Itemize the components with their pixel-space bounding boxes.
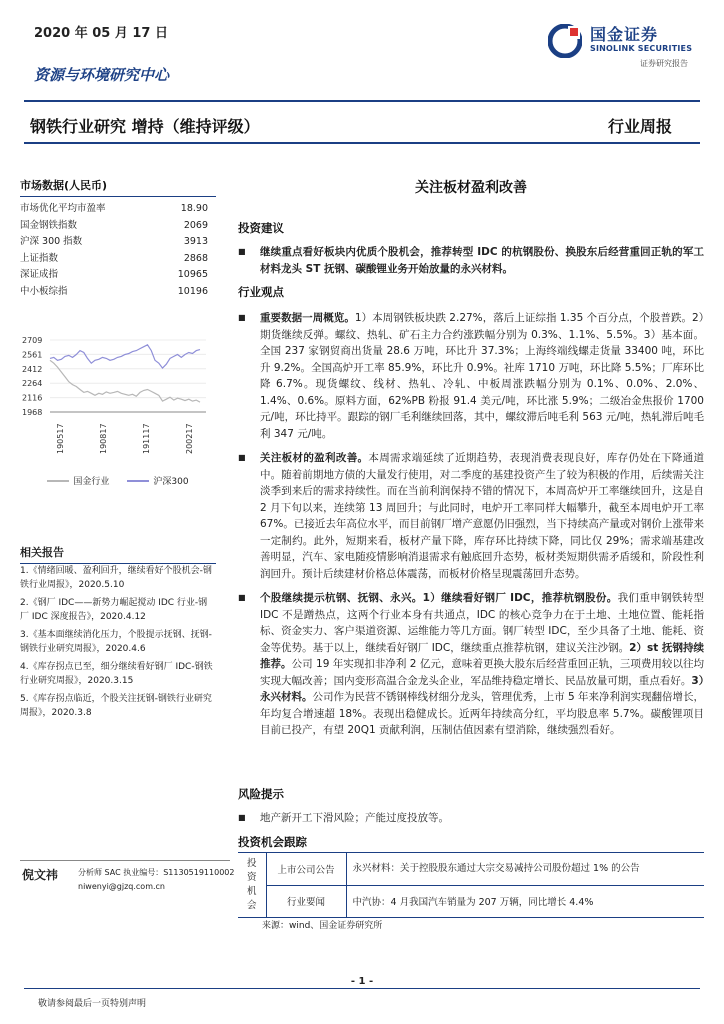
view-paragraph-3-body: 我们重申钢铁转型 IDC 不是蹭热点，这两个行业本身有共通点，IDC 的核心竞争力在于土地、土地位置、能耗指标、资金实力、客户渠道资源、运维能力等几方面。钢厂转型 IDC，至少具备了土地、能耗、资金等优势。基于以上，继续看好钢厂 IDC，继续重点推荐杭钢，建议关注沙钢。	[260, 592, 704, 654]
x-tick-label: 190817	[99, 423, 109, 454]
table-row	[238, 853, 704, 886]
analyst-info	[78, 866, 234, 894]
x-tick-label: 191117	[142, 423, 152, 454]
related-reports-title: 相关报告	[20, 544, 216, 564]
related-report-item[interactable]: 1.《情绪回暖、盈利回升，继续看好个股机会-钢铁行业周报》，2020.5.10	[20, 566, 212, 590]
research-center: 资源与环境研究中心	[34, 66, 170, 84]
industry-view-heading: 行业观点	[238, 285, 284, 299]
footer-divider	[24, 988, 700, 989]
table-category: 行业要闻	[266, 885, 346, 918]
table-cell-text: 中汽协：4 月我国汽车销量为 207 万辆，同比增长 4.4%	[346, 885, 704, 918]
x-tick-label: 190517	[56, 423, 65, 454]
analyst-divider	[20, 860, 230, 861]
related-report-item[interactable]: 3.《基本面继续消化压力，个股提示抚钢、抚钢-钢铁行业研究周报》，2020.4.6	[20, 630, 212, 654]
market-data-row	[20, 201, 216, 218]
market-data-label: 中小板综指	[20, 285, 68, 297]
market-data-panel	[20, 177, 216, 300]
view-paragraph-3-body2: 公司 19 年实现扣非净利 2 亿元，意味着更换大股东后经营重回正轨，三项费用较以往均实现大幅改善；国内变形高温合金龙头企业，军品维持稳定增长、民品放量可期，重点看好。	[260, 658, 705, 687]
footer-disclaimer: 敬请参阅最后一页特别声明	[38, 999, 147, 1009]
y-tick-label: 2412	[22, 364, 43, 374]
y-tick-label: 1968	[22, 408, 43, 417]
market-data-value: 10196	[177, 285, 208, 297]
analyst-name: 倪文祎	[22, 868, 59, 882]
risk-text: ■ 地产新开工下滑风险；产能过度投放等。	[238, 810, 704, 827]
view-paragraph-3	[238, 590, 704, 739]
related-report-item[interactable]: 4.《库存拐点已至，细分继续看好钢厂 IDC-钢铁行业研究周报》，2020.3.15	[20, 662, 213, 686]
market-data-value: 2069	[183, 219, 208, 231]
series-line-hs300	[50, 345, 200, 368]
investment-advice-section	[238, 220, 704, 277]
chart-legend	[20, 474, 216, 487]
header-divider-bottom	[24, 142, 700, 144]
view-paragraph-2-lead: 关注板材的盈利改善。	[260, 452, 369, 464]
index-chart-svg	[20, 330, 216, 470]
legend-label-industry: 国金行业	[73, 477, 110, 487]
report-date: 2020 年 05 月 17 日	[34, 26, 168, 41]
view-paragraph-2	[238, 450, 704, 582]
legend-item-hs300	[127, 474, 188, 487]
market-data-row	[20, 251, 216, 268]
related-report-item[interactable]: 2.《钢厂 IDC——新势力崛起搅动 IDC 行业-钢厂 IDC 深度报告》，2020.4.12	[20, 598, 208, 622]
investment-advice-heading: 投资建议	[238, 221, 284, 235]
market-data-label: 深证成指	[20, 269, 59, 280]
y-tick-label: 2561	[22, 350, 43, 360]
y-tick-label: 2264	[22, 379, 43, 389]
view-paragraph-3-lead2: 2）st 抚钢持续推荐。	[260, 641, 704, 670]
risk-heading: 风险提示	[238, 787, 284, 801]
view-paragraph-3-lead: 个股继续提示杭钢、抚钢、永兴。1）继续看好钢厂 IDC，推荐杭钢股份。	[260, 592, 618, 604]
article-title: 关注板材盈利改善	[415, 180, 527, 196]
brand-subtitle: 证券研究报告	[640, 59, 688, 68]
index-chart	[20, 330, 216, 470]
table-cell-text: 永兴材料：关于控股股东通过大宗交易减持公司股份超过 1% 的公告	[346, 853, 704, 886]
market-data-value: 3913	[183, 236, 208, 247]
tracking-heading-wrap	[238, 834, 704, 850]
legend-swatch-hs300	[127, 480, 149, 482]
industry-view-section	[238, 284, 704, 739]
related-report-item[interactable]: 5.《库存拐点临近，个股关注抚钢-钢铁行业研究周报》，2020.3.8	[20, 694, 212, 718]
tracking-heading: 投资机会跟踪	[238, 835, 307, 849]
page-number: - 1 -	[350, 976, 374, 987]
table-side-label: 投资机会	[238, 853, 266, 918]
market-data-value: 18.90	[180, 203, 208, 214]
view-paragraph-1-lead: 重要数据一周概览。	[260, 312, 355, 324]
table-row	[238, 885, 704, 918]
view-paragraph-1-body: 1）本周钢铁板块跌 2.27%，落后上证综指 1.35 个百分点，个股普跌。2）期货继续反弹。螺纹、热轧、矿石主力合约涨跌幅分别为 0.3%、1.1%、5.5%。3）基本面。全国 237 家钢贸商出货量 28.6 万吨，环比升 37.3%；上海终端线螺走货量 33400 吨，环比升 9.2%。全国高炉开工率 85.9%，环比升 0.9%。社库 1710 万吨，环比降 5.5%；厂库环比降 6.7%。现货螺纹、线材、热轧、冷轧、中板周涨跌幅分别为 0.1%、0.0%、2.0%、1.4%、0.6%。原料方面，62%PB 粉报 91.4 美元/吨，环比涨 5.9%；二级冶金焦报价 1700 元/吨，环比持平。跟踪的钢厂毛利继续回落，其中，螺纹滞后吨毛利 563 元/吨，热轧滞后吨毛利 347 元/吨。	[260, 312, 705, 440]
brand-name-cn: 国金证券	[590, 25, 659, 44]
y-tick-label: 2709	[22, 336, 43, 345]
y-tick-label: 2116	[22, 393, 43, 403]
view-paragraph-2-body: 本周需求端延续了近期趋势，表现消费表现良好，库存仍处在下降通道中。随着前期地方债的大量发行使用，对二季度的基建投资产生了较为积极的作用，后续需关注淡季到来后的需求持续性。而在当前利润保持不错的情况下，本周高炉开工率继续回升，这是自 2 月下旬以来，连续第 13 周回升；与此同时，电炉开工率同样大幅攀升，截至本周电炉开工率 67%。已接近去年高位水平，而目前钢厂增产意愿仍旧强烈，当下持续高产量或对钢价上涨带来一定制约。此外，短期来看，板材产量下降，库存环比持续下降，同比仅 29%；需求端基建改善明显，汽车、家电随疫情影响消退需求有触底回升态势，板材类短期供需矛盾缓和，阶段性利润回升。预计后续建材价格总体震荡，而板材价格呈现震荡回升态势。	[260, 452, 704, 580]
market-data-value: 10965	[177, 269, 208, 280]
view-paragraph-3-body3: 公司作为民营不锈钢棒线材细分龙头，管理优秀，上市 5 年来净利润实现翻倍增长，年均复合增速超 18%。表现出稳健成长。近两年持续高分红，平均股息率 5.7%。碳酸锂项目目前已投产，有望 20Q1 贡献利润，压制估值因素有望消除，继续强烈看好。	[260, 691, 705, 736]
legend-label-hs300: 沪深300	[153, 477, 189, 487]
analyst-sac-number: 分析师 SAC 执业编号：S1130519110002	[78, 868, 235, 877]
brand-name-en: SINOLINK SECURITIES	[590, 44, 693, 53]
view-paragraph-3-lead3: 3）永兴材料。	[260, 674, 705, 703]
series-line-industry	[50, 360, 200, 402]
report-type: 行业周报	[608, 117, 673, 136]
market-data-rows	[20, 201, 216, 300]
legend-item-industry	[47, 474, 109, 487]
market-data-label: 上证指数	[20, 252, 59, 264]
legend-swatch-industry	[47, 480, 69, 482]
market-data-label: 市场优化平均市盈率	[20, 203, 106, 214]
sinolink-logo-icon	[548, 24, 582, 58]
market-data-label: 国金钢铁指数	[20, 219, 78, 231]
related-reports-list	[20, 564, 216, 724]
investment-advice-text: ■ 继续重点看好板块内优质个股机会，推荐转型 IDC 的杭钢股份、换股东后经营重回正轨的军工材料龙头 ST 抚钢、碳酸锂业务开始放量的永兴材料。	[238, 244, 704, 277]
report-title: 钢铁行业研究 增持（维持评级）	[30, 117, 260, 136]
analyst-email[interactable]: niwenyi@gjzq.com.cn	[78, 882, 166, 891]
market-data-row	[20, 218, 216, 235]
market-data-title: 市场数据(人民币)	[20, 177, 216, 197]
market-data-value: 2868	[183, 252, 208, 264]
market-data-row	[20, 234, 216, 251]
table-source: 来源：wind、国金证券研究所	[262, 921, 383, 931]
investment-tracking-table	[238, 852, 704, 918]
market-data-label: 沪深 300 指数	[20, 236, 83, 247]
market-data-row	[20, 267, 216, 284]
market-data-row	[20, 284, 216, 301]
header-divider-top	[24, 100, 700, 102]
view-paragraph-1	[238, 310, 704, 442]
table-category: 上市公司公告	[266, 853, 346, 886]
x-tick-label: 200217	[185, 423, 195, 454]
risk-section	[238, 786, 704, 827]
